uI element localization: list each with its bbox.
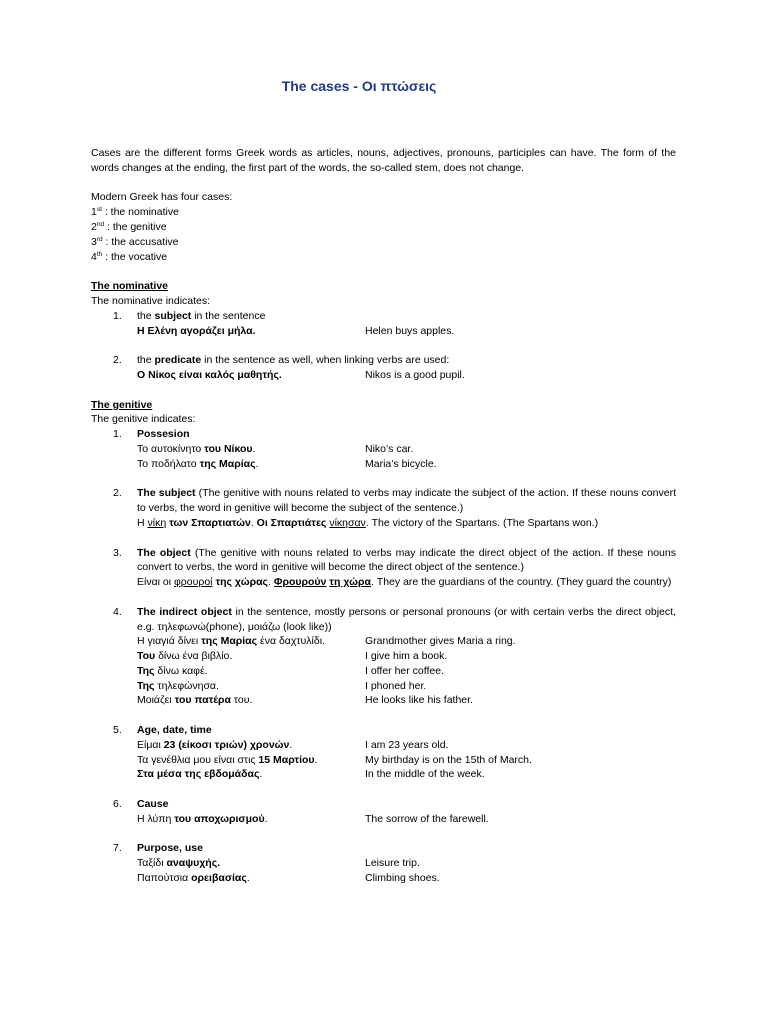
english-translation: In the middle of the week.	[365, 768, 485, 781]
case-item-1: 1st : the nominative	[91, 206, 179, 219]
english-translation: Niko’s car.	[365, 442, 414, 455]
genitive-item-5: 5. Age, date, time Είμαι 23 (είκοσι τριών) χρονών. I am 23 years old. Τα γενέθλια μου είναι στις 15 Μαρτίου. My birthday is on the 15th of March. Στα μέσα της εβδομάδας. In the middle of the week.	[91, 723, 676, 782]
example-line: Είναι οι φρουροί της χώρας. Φρουρούν τη χώρα. They are the guardians of the country. (They guard the country)	[137, 576, 672, 589]
example-row	[137, 856, 676, 871]
example-row	[137, 767, 676, 782]
nominative-item-2: 2. the predicate in the sentence as well, when linking verbs are used: Ο Νίκος είναι καλός μαθητής. Nikos is a good pupil.	[91, 353, 676, 383]
list-number: 7.	[113, 842, 122, 855]
example-row	[137, 634, 676, 649]
intro-paragraph: Cases are the different forms Greek words as articles, nouns, adjectives, pronouns, participles can have. The form of the words changes at the ending, the first part of the words, the so-called stem, does not change.	[91, 147, 676, 174]
greek-example: Μοιάζει του πατέρα του.	[137, 694, 253, 707]
english-translation: I am 23 years old.	[365, 738, 449, 751]
greek-example: Τα γενέθλια μου είναι στις 15 Μαρτίου.	[137, 753, 318, 766]
genitive-item-6: 6. Cause Η λύπη του αποχωρισμού. The sorrow of the farewell.	[91, 797, 676, 827]
greek-example: Η Ελένη αγοράζει μήλα.	[137, 324, 256, 337]
english-translation: The sorrow of the farewell.	[365, 812, 489, 825]
greek-example: Είμαι 23 (είκοσι τριών) χρονών.	[137, 738, 293, 751]
example-row	[137, 738, 676, 753]
example-row	[137, 664, 676, 679]
list-number: 5.	[113, 724, 122, 737]
english-translation: Helen buys apples.	[365, 324, 455, 337]
genitive-item-2: 2. The subject (The genitive with nouns related to verbs may indicate the subject of the action. If these nouns convert to verbs, the word in genitive will become the subject of the sentence.) Η νίκη των Σπαρτιατών. Οι Σπαρτιάτες νίκησαν. The victory of the Spartans. (The Spartans won.)	[113, 487, 676, 529]
example-row	[137, 442, 676, 457]
case-item-4: 4th : the vocative	[91, 250, 168, 263]
greek-example: Της τηλεφώνησα.	[137, 679, 219, 692]
case-item-3: 3rd : the accusative	[91, 235, 179, 248]
genitive-heading: The genitive	[91, 398, 153, 411]
document-body	[91, 146, 676, 886]
greek-example: Η γιαγιά δίνει της Μαρίας ένα δαχτυλίδι.	[137, 635, 325, 648]
genitive-item-4: 4. The indirect object in the sentence, mostly persons or personal pronouns (or with certain verbs the direct object, e.g. τηλεφωνώ(phone), μοιάζω (look like)) Η γιαγιά δίνει της Μαρίας ένα δαχτυλίδι. Grandmother gives Maria a ring. Του δίνω ένα βιβλίο. I give him a book. Της δίνω καφέ. I offer her coffee. Της τηλεφώνησα. I phoned her. Μοιάζει του πατέρα του. He looks like his father.	[113, 605, 676, 707]
genitive-item-3: 3. The object (The genitive with nouns related to verbs may indicate the direct object of the action. If these nouns convert to verbs, the word in genitive will become the direct object of the sentence.) Είναι οι φρουροί της χώρας. Φρουρούν τη χώρα. They are the guardians of the country. (They guard the country)	[113, 546, 676, 589]
greek-example: Το ποδήλατο της Μαρίας.	[137, 457, 259, 470]
greek-example: Στα μέσα της εβδομάδας.	[137, 768, 263, 781]
list-number: 2.	[113, 354, 122, 367]
example-row	[137, 649, 676, 664]
nominative-indicates: The nominative indicates:	[91, 294, 211, 307]
example-row	[137, 812, 676, 827]
english-translation: I offer her coffee.	[365, 664, 444, 677]
page-title: The cases - Οι πτώσεις	[281, 78, 437, 94]
greek-example: Της δίνω καφέ.	[137, 664, 208, 677]
english-translation: He looks like his father.	[365, 694, 473, 707]
example-row	[137, 324, 676, 339]
english-translation: Nikos is a good pupil.	[365, 368, 465, 381]
example-row	[137, 457, 676, 472]
english-translation: I phoned her.	[365, 679, 427, 692]
list-number: 4.	[113, 605, 122, 618]
greek-example: Ταξίδι αναψυχής.	[137, 857, 221, 870]
greek-example: Ο Νίκος είναι καλός μαθητής.	[137, 368, 282, 381]
example-row	[137, 368, 676, 383]
nominative-heading: The nominative	[91, 280, 169, 293]
greek-example: Η λύπη του αποχωρισμού.	[137, 812, 268, 825]
list-number: 1.	[113, 428, 122, 441]
english-translation: My birthday is on the 15th of March.	[365, 753, 532, 766]
english-translation: I give him a book.	[365, 650, 448, 663]
example-row	[137, 679, 676, 694]
list-number: 3.	[113, 546, 122, 559]
english-translation: Leisure trip.	[365, 857, 420, 870]
genitive-item-1: 1. Possesion Το αυτοκίνητο του Νίκου. Niko’s car. Το ποδήλατο της Μαρίας. Maria’s bicycle.	[91, 427, 676, 471]
english-translation: Maria’s bicycle.	[365, 457, 437, 470]
greek-example: Παπούτσια ορειβασίας.	[137, 872, 250, 885]
four-cases-lead: Modern Greek has four cases:	[91, 191, 233, 204]
case-item-2: 2nd : the genitive	[91, 220, 167, 233]
example-line: Η νίκη των Σπαρτιατών. Οι Σπαρτιάτες νίκησαν. The victory of the Spartans. (The Spartans won.)	[137, 516, 599, 529]
example-row	[137, 871, 676, 886]
english-translation: Climbing shoes.	[365, 872, 440, 885]
english-translation: Grandmother gives Maria a ring.	[365, 635, 516, 648]
greek-example: Του δίνω ένα βιβλίο.	[137, 650, 233, 663]
list-number: 1.	[113, 309, 122, 322]
example-row	[137, 693, 676, 708]
list-number: 2.	[113, 487, 122, 500]
genitive-indicates: The genitive indicates:	[91, 413, 196, 426]
nominative-item-1: 1. the subject in the sentence Η Ελένη αγοράζει μήλα. Helen buys apples.	[91, 309, 676, 339]
example-row	[137, 753, 676, 768]
list-number: 6.	[113, 798, 122, 811]
greek-example: Το αυτοκίνητο του Νίκου.	[137, 442, 256, 455]
genitive-item-7: 7. Purpose, use Ταξίδι αναψυχής. Leisure trip. Παπούτσια ορειβασίας. Climbing shoes.	[91, 841, 676, 885]
